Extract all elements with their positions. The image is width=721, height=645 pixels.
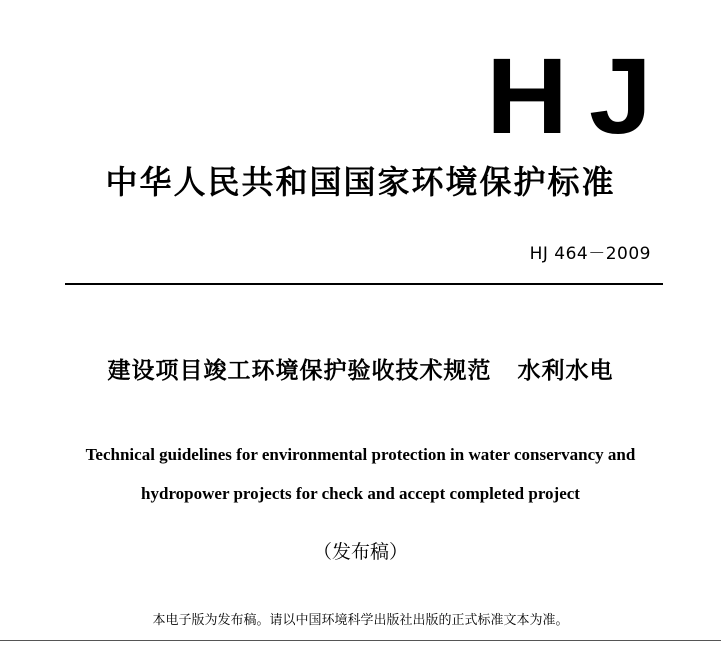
draft-status-label: （发布稿） <box>312 541 408 563</box>
document-title-english-line2: hydropower projects for check and accept completed project <box>141 484 580 503</box>
title-chinese-main: 建设项目竣工环境保护验收技术规范 <box>107 358 492 384</box>
document-title-english-line1: Technical guidelines for environmental protection in water conservancy and <box>85 445 636 464</box>
hj-logo: HJ <box>486 35 673 156</box>
electronic-version-note: 本电子版为发布稿。请以中国环境科学出版社出版的正式标准文本为准。 <box>152 613 569 628</box>
document-title-chinese <box>0 360 721 383</box>
standard-category-title: 中华人民共和国国家环境保护标准 <box>105 163 616 201</box>
title-chinese-sub: 水利水电 <box>517 358 614 384</box>
footer-divider <box>0 640 721 641</box>
standard-number: HJ 464－2009 <box>529 244 651 264</box>
header-divider <box>65 283 663 285</box>
